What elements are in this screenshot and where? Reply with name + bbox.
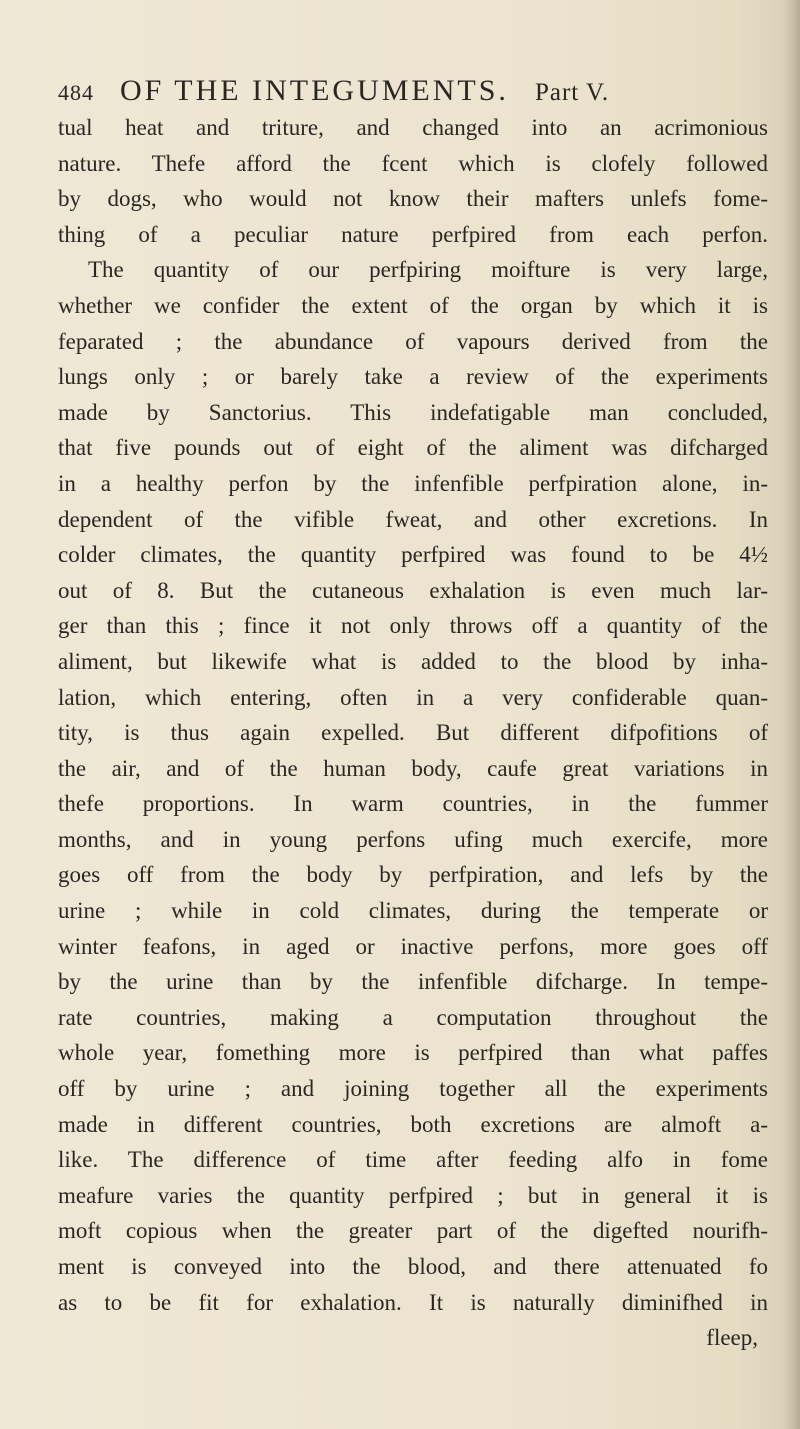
text-line: moft copious when the greater part of the digefted nourifh- [58,1218,768,1244]
paragraph-start-line: The quantity of our perfpiring moifture is very large, [88,257,768,283]
running-title: OF THE INTEGUMENTS. [120,74,509,107]
text-line: as to be fit for exhalation. It is naturally diminifhed in [58,1289,768,1315]
text-line: colder climates, the quantity perfpired was found to be 4½ [58,542,768,568]
page-number: 484 [58,80,94,105]
text-line: in a healthy perfon by the infenfible perfpiration alone, in- [58,470,768,496]
text-line: whether we confider the extent of the organ by which it is [58,292,768,318]
text-line: that five pounds out of eight of the aliment was difcharged [58,435,768,461]
text-line: by the urine than by the infenfible difcharge. In tempe- [58,969,768,995]
page-header [58,74,758,114]
text-line: months, and in young perfons ufing much exercife, more [58,826,768,852]
text-line: thing of a peculiar nature perfpired from each perfon. [58,221,768,247]
text-line: lation, which entering, often in a very confiderable quan- [58,684,768,710]
text-line: nature. Thefe afford the fcent which is clofely followed [58,150,768,176]
text-line: aliment, but likewife what is added to the blood by inha- [58,648,768,674]
text-line: by dogs, who would not know their mafters unlefs fome- [58,186,768,212]
text-line: dependent of the vifible fweat, and other excretions. In [58,506,768,532]
text-line: thefe proportions. In warm countries, in the fummer [58,791,768,817]
text-line: off by urine ; and joining together all the experiments [58,1076,768,1102]
text-line: like. The difference of time after feeding alfo in fome [58,1147,768,1173]
catchword: fleep, [706,1325,758,1351]
body-text [58,110,768,1356]
text-line: lungs only ; or barely take a review of the experiments [58,364,768,390]
text-line: rate countries, making a computation throughout the [58,1004,768,1030]
text-line: ger than this ; fince it not only throws off a quantity of the [58,613,768,639]
text-line: ment is conveyed into the blood, and there attenuated fo [58,1254,768,1279]
text-line: tity, is thus again expelled. But different difpofitions of [58,720,768,746]
text-line: goes off from the body by perfpiration, and lefs by the [58,862,768,888]
text-line: made in different countries, both excretions are almoft a- [58,1111,768,1137]
text-line: the air, and of the human body, caufe great variations in [58,755,768,781]
text-line: meafure varies the quantity perfpired ; but in general it is [58,1182,768,1208]
part-label: Part V. [534,79,610,106]
text-line: out of 8. But the cutaneous exhalation is even much lar- [58,577,768,603]
text-line: urine ; while in cold climates, during the temperate or [58,898,768,924]
text-line: feparated ; the abundance of vapours derived from the [58,328,768,354]
text-line: winter feafons, in aged or inactive perfons, more goes off [58,933,768,959]
page-edge-shadow [782,0,800,1429]
text-line: tual heat and triture, and changed into an acrimonious [58,115,768,140]
text-line: whole year, fomething more is perfpired than what paffes [58,1040,768,1066]
text-line: made by Sanctorius. This indefatigable man concluded, [58,399,768,425]
